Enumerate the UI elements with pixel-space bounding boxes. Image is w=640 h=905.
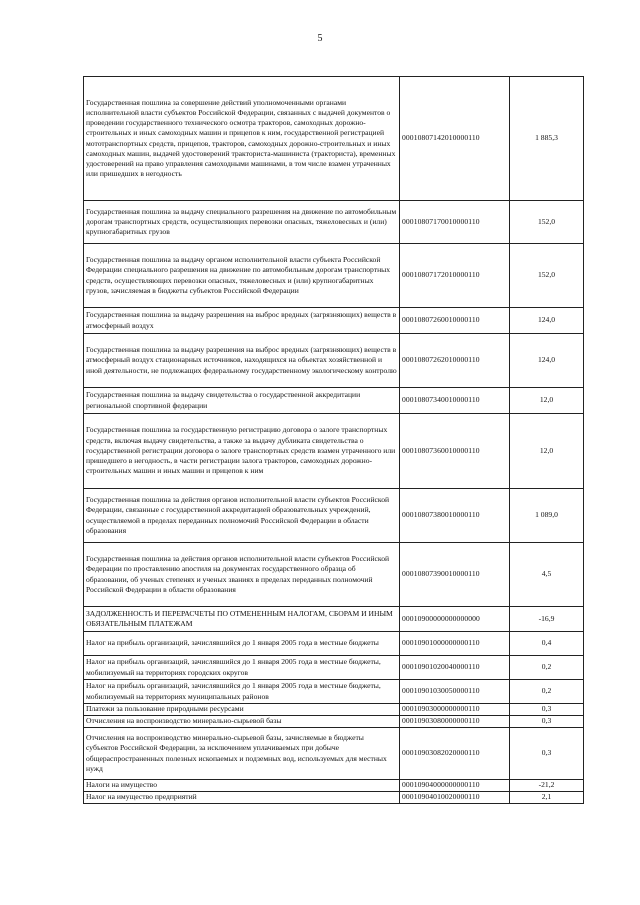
row-name: Налог на имущество предприятий: [84, 792, 400, 804]
table-row: [84, 414, 584, 489]
row-amount: 0,3: [510, 704, 584, 716]
row-code: 00010903000000000110: [400, 704, 510, 716]
row-name: Государственная пошлина за государственную регистрацию договора о залоге транспортных средств, включая выдачу свидетельства, а также за выдачу дубликата свидетельства о государственной регистрации договора о залоге транспортных средств взамен утраченного или пришедшего в негодность, в части регистрации залога тракторов, самоходных дорожно-строительных машин и иных машин и прицепов к ним: [84, 414, 400, 489]
row-code: 00010903082020000110: [400, 728, 510, 780]
row-name: Отчисления на воспроизводство минерально-сырьевой базы: [84, 716, 400, 728]
table-row: [84, 716, 584, 728]
row-code: 00010904000000000110: [400, 780, 510, 792]
table-row: [84, 632, 584, 656]
row-name: ЗАДОЛЖЕННОСТЬ И ПЕРЕРАСЧЕТЫ ПО ОТМЕНЕННЫМ НАЛОГАМ, СБОРАМ И ИНЫМ ОБЯЗАТЕЛЬНЫМ ПЛАТЕЖАМ: [84, 607, 400, 632]
row-amount: 152,0: [510, 201, 584, 244]
table-row: [84, 77, 584, 201]
table-row: [84, 334, 584, 388]
table-row: [84, 704, 584, 716]
row-amount: 1 885,3: [510, 77, 584, 201]
row-amount: 152,0: [510, 244, 584, 308]
table-row: [84, 607, 584, 632]
row-code: 00010807260010000110: [400, 308, 510, 334]
row-code: 00010901020040000110: [400, 656, 510, 680]
row-code: 00010901000000000110: [400, 632, 510, 656]
row-name: Государственная пошлина за выдачу разрешения на выброс вредных (загрязняющих) веществ в атмосферный воздух: [84, 308, 400, 334]
table-row: [84, 680, 584, 704]
table-row: [84, 244, 584, 308]
row-name: Государственная пошлина за выдачу органом исполнительной власти субъекта Российской Федерации специального разрешения на движение по автомобильным дорогам транспортных средств, осуществляющих перевозки опасных, тяжеловесных и (или) крупногабаритных грузов, зачисляемая в бюджеты субъектов Российской Федерации: [84, 244, 400, 308]
row-code: 00010807340010000110: [400, 388, 510, 414]
row-code: 00010807170010000110: [400, 201, 510, 244]
page-number: 5: [317, 33, 323, 44]
row-amount: 4,5: [510, 543, 584, 607]
row-name: Платежи за пользование природными ресурсами: [84, 704, 400, 716]
table-row: [84, 489, 584, 543]
table-row: [84, 656, 584, 680]
table-row: [84, 388, 584, 414]
row-code: 00010900000000000000: [400, 607, 510, 632]
row-amount: -16,9: [510, 607, 584, 632]
row-code: 00010807172010000110: [400, 244, 510, 308]
table-row: [84, 792, 584, 804]
row-amount: 12,0: [510, 414, 584, 489]
row-code: 00010904010020000110: [400, 792, 510, 804]
row-name: Государственная пошлина за совершение действий уполномоченными органами исполнительной власти субъектов Российской Федерации, связанных с выдачей документов о проведении государственного технического осмотра тракторов, самоходных дорожно-строительных и иных самоходных машин и прицепов к ним, государственной регистрацией мототранспортных средств, прицепов, тракторов, самоходных дорожно-строительных и иных самоходных машин, выдачей удостоверений тракториста-машиниста (тракториста), временных удостоверений на право управления самоходными машинами, в том числе взамен утраченных или пришедших в негодность: [84, 77, 400, 201]
row-name: Государственная пошлина за действия органов исполнительной власти субъектов Российской Федерации по проставлению апостиля на документах государственного образца об образовании, об ученых степенях и ученых званиях в пределах переданных полномочий Российской Федерации в области образования: [84, 543, 400, 607]
row-code: 00010901030050000110: [400, 680, 510, 704]
table-row: [84, 728, 584, 780]
table-row: [84, 308, 584, 334]
row-code: 00010807262010000110: [400, 334, 510, 388]
row-code: 00010903080000000110: [400, 716, 510, 728]
row-name: Государственная пошлина за выдачу свидетельства о государственной аккредитации региональной спортивной федерации: [84, 388, 400, 414]
row-name: Государственная пошлина за выдачу разрешения на выброс вредных (загрязняющих) веществ в атмосферный воздух стационарных источников, находящихся на объектах хозяйственной и иной деятельности, не подлежащих федеральному государственному экологическому контролю: [84, 334, 400, 388]
row-amount: 1 089,0: [510, 489, 584, 543]
row-code: 00010807390010000110: [400, 543, 510, 607]
row-amount: 124,0: [510, 308, 584, 334]
row-amount: -21,2: [510, 780, 584, 792]
row-amount: 0,2: [510, 680, 584, 704]
table-row: [84, 543, 584, 607]
row-name: Государственная пошлина за выдачу специального разрешения на движение по автомобильным дорогам транспортных средств, осуществляющих перевозки опасных, тяжеловесных и (или) крупногабаритных грузов: [84, 201, 400, 244]
row-amount: 0,4: [510, 632, 584, 656]
row-name: Отчисления на воспроизводство минерально-сырьевой базы, зачисляемые в бюджеты субъектов Российской Федерации, за исключением уплачиваемых при добыче общераспространенных полезных ископаемых и подземных вод, используемых для местных нужд: [84, 728, 400, 780]
row-name: Налоги на имущество: [84, 780, 400, 792]
row-name: Налог на прибыль организаций, зачислявшийся до 1 января 2005 года в местные бюджеты, мобилизуемый на территориях городских округов: [84, 656, 400, 680]
table-row: [84, 780, 584, 792]
row-amount: 2,1: [510, 792, 584, 804]
table-row: [84, 201, 584, 244]
row-name: Налог на прибыль организаций, зачислявшийся до 1 января 2005 года в местные бюджеты: [84, 632, 400, 656]
row-code: 00010807360010000110: [400, 414, 510, 489]
row-amount: 0,3: [510, 716, 584, 728]
revenue-table: [83, 76, 584, 804]
row-amount: 0,2: [510, 656, 584, 680]
row-name: Государственная пошлина за действия органов исполнительной власти субъектов Российской Федерации, связанные с государственной аккредитацией образовательных учреждений, осуществляемой в пределах переданных полномочий Российской Федерации в области образования: [84, 489, 400, 543]
row-amount: 124,0: [510, 334, 584, 388]
row-amount: 0,3: [510, 728, 584, 780]
row-code: 00010807142010000110: [400, 77, 510, 201]
row-name: Налог на прибыль организаций, зачислявшийся до 1 января 2005 года в местные бюджеты, мобилизуемый на территориях муниципальных районов: [84, 680, 400, 704]
row-code: 00010807380010000110: [400, 489, 510, 543]
row-amount: 12,0: [510, 388, 584, 414]
